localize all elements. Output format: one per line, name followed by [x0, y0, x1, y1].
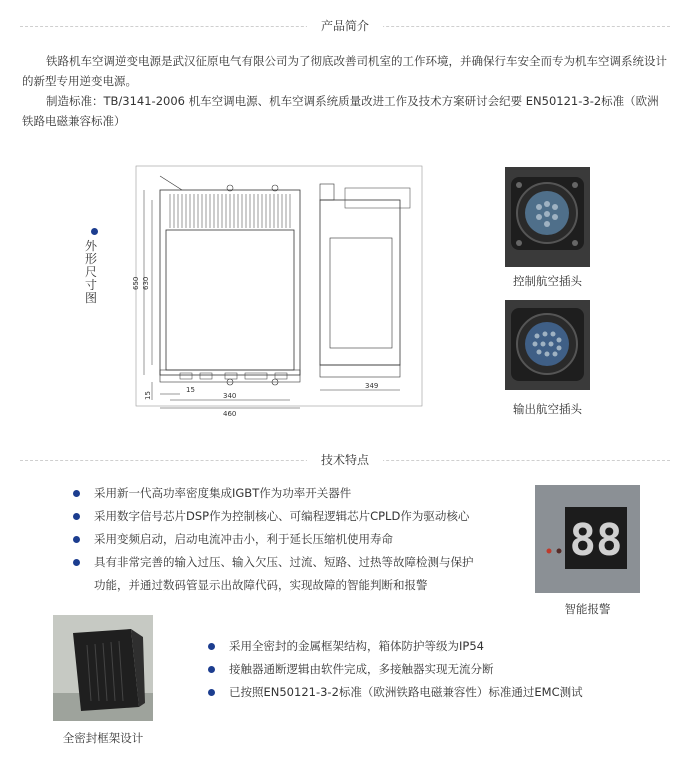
dim-width-inner: 340	[223, 392, 237, 400]
dim-depth: 349	[365, 382, 379, 390]
dimension-drawing	[130, 160, 430, 420]
list-item-continuation: 功能，并通过数码管显示出故障代码，实现故障的智能判断和报警	[94, 578, 428, 592]
list-item: 采用变频启动，启动电流冲击小，利于延长压缩机使用寿命	[70, 528, 510, 551]
feature-list-2	[205, 635, 665, 704]
list-item: 已按照EN50121-3-2标准（欧洲铁路电磁兼容性）标准通过EMC测试	[205, 681, 665, 704]
control-connector-caption: 控制航空插头	[513, 274, 582, 288]
intro-section-header	[20, 18, 670, 34]
bullet-dot	[73, 536, 80, 543]
list-item: 接触器通断逻辑由软件完成，多接触器实现无流分断	[205, 658, 665, 681]
output-connector-caption: 输出航空插头	[513, 402, 582, 416]
list-item: 采用新一代高功率密度集成IGBT作为功率开关器件	[70, 482, 510, 505]
list-item: 具有非常完善的输入过压、输入欠压、过流、短路、过热等故障检测与保护	[70, 551, 510, 574]
list-item: 采用数字信号芯片DSP作为控制核心、可编程逻辑芯片CPLD作为驱动核心	[70, 505, 510, 528]
feature-list-1	[70, 482, 510, 597]
intro-paragraph-2: 制造标准：TB/3141-2006 机车空调电源、机车空调系统质量改进工作及技术方案研讨会纪要 EN50121-3-2标准（欧洲铁路电磁兼容标准）	[22, 94, 659, 128]
sealed-frame-caption: 全密封框架设计	[62, 731, 144, 745]
sealed-frame-photo	[53, 615, 153, 721]
smart-alarm-photo	[535, 485, 640, 593]
dimension-label: 外形尺寸图	[85, 239, 98, 305]
dim-left-small: 15	[186, 386, 195, 394]
intro-section-title: 产品简介	[307, 18, 383, 34]
features-section-title: 技术特点	[307, 452, 383, 468]
intro-text	[22, 51, 670, 131]
list-item: 采用全密封的金属框架结构，箱体防护等级为IP54	[205, 635, 665, 658]
dim-width-total: 460	[223, 410, 237, 418]
bullet-dot	[208, 643, 215, 650]
bullet-dot	[73, 490, 80, 497]
dim-height-inner: 630	[142, 276, 150, 290]
intro-paragraph-1: 铁路机车空调逆变电源是武汉征原电气有限公司为了彻底改善司机室的工作环境，并确保行车安全而专为机车空调系统设计的新型专用逆变电源。	[22, 54, 667, 88]
dim-bottom-offset: 15	[144, 391, 152, 400]
bullet-dot	[73, 513, 80, 520]
bullet-dot	[208, 689, 215, 696]
dim-height-total: 650	[132, 276, 140, 290]
bullet-dot	[91, 228, 98, 235]
alarm-display-digits: 88	[569, 515, 623, 566]
smart-alarm-caption: 智能报警	[564, 602, 611, 616]
output-connector-photo	[505, 300, 590, 390]
bullet-dot	[208, 666, 215, 673]
control-connector-photo	[505, 167, 590, 267]
features-section-header	[20, 452, 670, 468]
bullet-dot	[73, 559, 80, 566]
